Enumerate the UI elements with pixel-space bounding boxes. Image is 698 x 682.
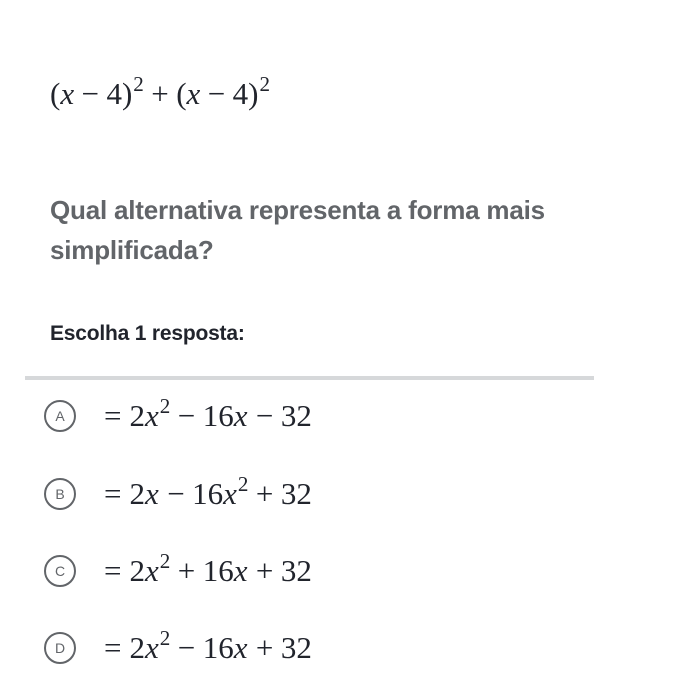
equals-sign: = [104, 630, 122, 665]
minus-sign: − [207, 76, 226, 111]
coefficient: 2 [129, 476, 146, 511]
exponent: 2 [133, 71, 144, 96]
answer-instruction: Escolha 1 resposta: [50, 322, 245, 345]
coefficient: 16 [202, 553, 234, 588]
equals-sign: = [104, 553, 122, 588]
equals-sign: = [104, 476, 122, 511]
plus-sign: + [151, 76, 169, 111]
equals-sign: = [104, 398, 122, 433]
coefficient: 2 [129, 398, 146, 433]
exponent: 2 [159, 393, 171, 418]
paren-open: ( [176, 76, 187, 111]
variable-x: x [233, 553, 248, 588]
coefficient: 2 [129, 553, 146, 588]
exponent: 2 [159, 625, 171, 650]
choice-letter-d[interactable]: D [44, 632, 76, 664]
expression [50, 72, 270, 116]
variable-x: x [186, 76, 201, 111]
coefficient: 2 [129, 630, 146, 665]
choice-letter-a[interactable]: A [44, 400, 76, 432]
choice-letter-c[interactable]: C [44, 555, 76, 587]
constant: 32 [280, 553, 312, 588]
constant: 32 [280, 476, 312, 511]
choice-b[interactable] [44, 471, 312, 514]
variable-x: x [145, 553, 159, 588]
choice-expression [104, 548, 312, 591]
exponent: 2 [259, 71, 271, 96]
minus-sign: − [81, 76, 100, 111]
choice-a[interactable] [44, 393, 312, 436]
choice-expression [104, 471, 312, 514]
constant: 32 [280, 630, 312, 665]
choice-expression [104, 393, 312, 436]
operator: + [177, 553, 196, 588]
coefficient: 16 [202, 630, 234, 665]
choice-d[interactable] [44, 625, 312, 668]
operator: + [255, 553, 274, 588]
exponent: 2 [237, 471, 249, 496]
operator: + [255, 476, 274, 511]
number: 4 [106, 76, 122, 111]
variable-x: x [60, 76, 75, 111]
coefficient: 16 [202, 398, 234, 433]
number: 4 [232, 76, 249, 111]
operator: − [177, 630, 196, 665]
operator: + [255, 630, 274, 665]
choice-expression [104, 625, 312, 668]
paren-open: ( [50, 76, 61, 111]
divider [25, 376, 594, 380]
paren-close: ) [248, 76, 259, 111]
constant: 32 [280, 398, 312, 433]
operator: − [167, 476, 185, 511]
operator: − [177, 398, 196, 433]
choice-c[interactable] [44, 548, 312, 591]
paren-close: ) [121, 76, 133, 111]
variable-x: x [233, 630, 248, 665]
choice-letter-b[interactable]: B [44, 478, 76, 510]
variable-x: x [145, 398, 159, 433]
operator: − [255, 398, 274, 433]
question-text: Qual alternativa representa a forma mais simplificada? [50, 195, 545, 265]
variable-x: x [145, 476, 159, 511]
variable-x: x [223, 476, 237, 511]
exponent: 2 [159, 548, 171, 573]
variable-x: x [233, 398, 248, 433]
coefficient: 16 [192, 476, 224, 511]
variable-x: x [145, 630, 159, 665]
